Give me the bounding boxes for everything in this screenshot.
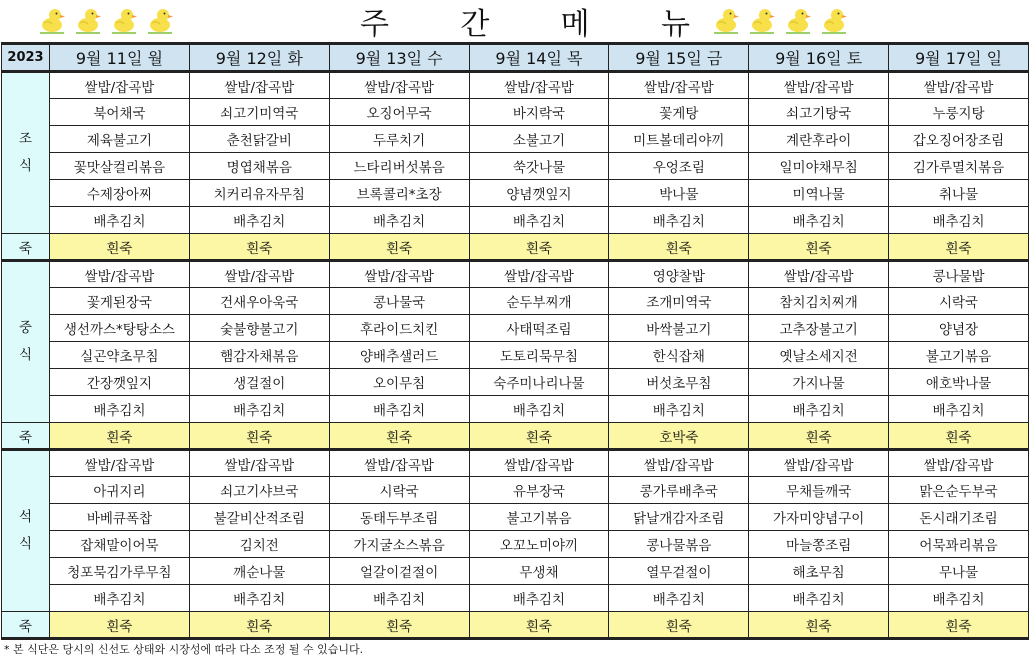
menu-item: 양배추샐러드 <box>329 342 469 369</box>
porridge-item: 흰죽 <box>889 423 1029 450</box>
porridge-item: 흰죽 <box>609 234 749 261</box>
menu-item: 닭날개감자조림 <box>609 504 749 531</box>
menu-item: 쌀밥/잡곡밥 <box>50 450 190 477</box>
duck-icon <box>748 4 776 34</box>
menu-item: 아귀지리 <box>50 477 190 504</box>
porridge-item: 호박죽 <box>609 423 749 450</box>
menu-item: 영양찰밥 <box>609 261 749 288</box>
menu-item: 느타리버섯볶음 <box>329 153 469 180</box>
menu-item: 수제장아찌 <box>50 180 190 207</box>
duck-icon <box>820 4 848 34</box>
menu-item: 생선까스*탕탕소스 <box>50 315 190 342</box>
menu-item: 동태두부조림 <box>329 504 469 531</box>
menu-item: 콩나물볶음 <box>609 531 749 558</box>
porridge-item: 흰죽 <box>329 423 469 450</box>
menu-item: 김치전 <box>189 531 329 558</box>
menu-item: 김가루멸치볶음 <box>889 153 1029 180</box>
title-bar <box>0 0 1030 42</box>
menu-item: 꽃게탕 <box>609 99 749 126</box>
menu-item: 한식잡채 <box>609 342 749 369</box>
porridge-item: 흰죽 <box>889 234 1029 261</box>
menu-item: 취나물 <box>889 180 1029 207</box>
menu-item: 쇠고기미역국 <box>189 99 329 126</box>
menu-item: 일미야채무침 <box>749 153 889 180</box>
menu-item: 배추김치 <box>189 207 329 234</box>
duck-group-right <box>712 4 848 34</box>
porridge-item: 흰죽 <box>50 612 190 639</box>
menu-item: 무채들깨국 <box>749 477 889 504</box>
menu-item: 어묵꽈리볶음 <box>889 531 1029 558</box>
menu-item: 제육불고기 <box>50 126 190 153</box>
menu-item: 시락국 <box>889 288 1029 315</box>
menu-row <box>2 72 1029 99</box>
menu-row <box>2 180 1029 207</box>
menu-item: 미역나물 <box>749 180 889 207</box>
menu-item: 가지굴소스볶음 <box>329 531 469 558</box>
menu-item: 쌀밥/잡곡밥 <box>189 261 329 288</box>
duck-icon <box>712 4 740 34</box>
porridge-item: 흰죽 <box>469 612 609 639</box>
menu-item: 우엉조림 <box>609 153 749 180</box>
porridge-item: 흰죽 <box>50 423 190 450</box>
title-char: 메 <box>560 7 590 42</box>
menu-item: 배추김치 <box>329 396 469 423</box>
menu-item: 춘천닭갈비 <box>189 126 329 153</box>
menu-item: 쌀밥/잡곡밥 <box>50 72 190 99</box>
menu-item: 북어채국 <box>50 99 190 126</box>
menu-row <box>2 342 1029 369</box>
duck-icon <box>146 4 174 34</box>
porridge-item: 흰죽 <box>469 234 609 261</box>
menu-item: 생걸절이 <box>189 369 329 396</box>
menu-item: 얼갈이겉절이 <box>329 558 469 585</box>
menu-item: 불고기볶음 <box>469 504 609 531</box>
menu-item: 배추김치 <box>329 585 469 612</box>
menu-item: 청포묵김가루무침 <box>50 558 190 585</box>
day-header: 9월 17일 일 <box>889 44 1029 72</box>
menu-item: 갑오징어장조림 <box>889 126 1029 153</box>
menu-item: 배추김치 <box>469 207 609 234</box>
menu-row <box>2 504 1029 531</box>
menu-item: 쌀밥/잡곡밥 <box>749 261 889 288</box>
menu-item: 콩나물국 <box>329 288 469 315</box>
footnote: * 본 식단은 당시의 신선도 상태와 시장성에 따라 다소 조정 될 수 있습니다. <box>4 643 364 656</box>
day-header: 9월 16일 토 <box>749 44 889 72</box>
menu-item: 쌀밥/잡곡밥 <box>749 72 889 99</box>
porridge-label: 죽 <box>2 234 50 261</box>
menu-item: 후라이드치킨 <box>329 315 469 342</box>
menu-item: 쌀밥/잡곡밥 <box>329 261 469 288</box>
menu-row <box>2 261 1029 288</box>
menu-item: 쌀밥/잡곡밥 <box>329 72 469 99</box>
menu-row <box>2 153 1029 180</box>
menu-item: 순두부찌개 <box>469 288 609 315</box>
menu-item: 돈시래기조림 <box>889 504 1029 531</box>
title-char: 뉴 <box>660 7 690 42</box>
title-char: 주 <box>360 7 389 42</box>
menu-item: 쇠고기샤브국 <box>189 477 329 504</box>
porridge-item: 흰죽 <box>749 612 889 639</box>
menu-item: 불고기볶음 <box>889 342 1029 369</box>
page-title <box>360 2 690 40</box>
day-header: 9월 13일 수 <box>329 44 469 72</box>
menu-item: 누룽지탕 <box>889 99 1029 126</box>
menu-item: 열무겉절이 <box>609 558 749 585</box>
menu-item: 소불고기 <box>469 126 609 153</box>
menu-item: 쌀밥/잡곡밥 <box>469 72 609 99</box>
menu-row <box>2 477 1029 504</box>
duck-group-left <box>38 4 174 34</box>
day-header: 9월 11일 월 <box>50 44 190 72</box>
menu-item: 양념깻잎지 <box>469 180 609 207</box>
menu-row <box>2 369 1029 396</box>
menu-item: 배추김치 <box>329 207 469 234</box>
porridge-label: 죽 <box>2 423 50 450</box>
duck-icon <box>38 4 66 34</box>
year-cell: 2023 <box>2 44 50 72</box>
porridge-item: 흰죽 <box>189 612 329 639</box>
menu-item: 무생채 <box>469 558 609 585</box>
menu-item: 쌀밥/잡곡밥 <box>469 450 609 477</box>
menu-item: 배추김치 <box>50 396 190 423</box>
porridge-item: 흰죽 <box>329 612 469 639</box>
menu-item: 박나물 <box>609 180 749 207</box>
menu-item: 배추김치 <box>889 207 1029 234</box>
menu-item: 참치김치찌개 <box>749 288 889 315</box>
menu-item: 배추김치 <box>189 585 329 612</box>
menu-item: 배추김치 <box>749 396 889 423</box>
porridge-row <box>2 423 1029 450</box>
porridge-item: 흰죽 <box>50 234 190 261</box>
menu-item: 쌀밥/잡곡밥 <box>189 72 329 99</box>
weekly-menu-table <box>1 42 1029 640</box>
meal-label: 석 식 <box>2 450 50 612</box>
menu-item: 쌀밥/잡곡밥 <box>609 72 749 99</box>
day-header: 9월 12일 화 <box>189 44 329 72</box>
menu-item: 콩가루배추국 <box>609 477 749 504</box>
porridge-item: 흰죽 <box>189 423 329 450</box>
menu-item: 쌀밥/잡곡밥 <box>189 450 329 477</box>
menu-item: 쌀밥/잡곡밥 <box>749 450 889 477</box>
porridge-item: 흰죽 <box>609 612 749 639</box>
menu-item: 꽃게된장국 <box>50 288 190 315</box>
menu-item: 쌀밥/잡곡밥 <box>889 450 1029 477</box>
menu-row <box>2 396 1029 423</box>
menu-item: 배추김치 <box>50 207 190 234</box>
menu-item: 쌀밥/잡곡밥 <box>889 72 1029 99</box>
menu-item: 배추김치 <box>889 396 1029 423</box>
menu-item: 배추김치 <box>889 585 1029 612</box>
menu-item: 배추김치 <box>469 585 609 612</box>
duck-icon <box>110 4 138 34</box>
menu-item: 사태떡조림 <box>469 315 609 342</box>
menu-row <box>2 558 1029 585</box>
porridge-item: 흰죽 <box>469 423 609 450</box>
menu-item: 배추김치 <box>749 585 889 612</box>
title-char: 간 <box>460 7 490 42</box>
menu-item: 맑은순두부국 <box>889 477 1029 504</box>
menu-item: 명엽채볶음 <box>189 153 329 180</box>
menu-item: 실곤약초무침 <box>50 342 190 369</box>
menu-item: 치커리유자무침 <box>189 180 329 207</box>
menu-item: 숯불향불고기 <box>189 315 329 342</box>
porridge-item: 흰죽 <box>329 234 469 261</box>
menu-row <box>2 450 1029 477</box>
porridge-item: 흰죽 <box>749 234 889 261</box>
menu-item: 깨순나물 <box>189 558 329 585</box>
menu-row <box>2 315 1029 342</box>
menu-item: 시락국 <box>329 477 469 504</box>
menu-item: 바지락국 <box>469 99 609 126</box>
porridge-row <box>2 612 1029 639</box>
header-row <box>2 44 1029 72</box>
menu-item: 콩나물밥 <box>889 261 1029 288</box>
menu-item: 두루치기 <box>329 126 469 153</box>
menu-row <box>2 585 1029 612</box>
menu-row <box>2 531 1029 558</box>
menu-item: 오꼬노미야끼 <box>469 531 609 558</box>
menu-item: 도토리묵무침 <box>469 342 609 369</box>
meal-label: 조 식 <box>2 72 50 234</box>
menu-item: 마늘쫑조림 <box>749 531 889 558</box>
menu-row <box>2 99 1029 126</box>
menu-item: 배추김치 <box>749 207 889 234</box>
menu-item: 조개미역국 <box>609 288 749 315</box>
menu-item: 바베큐폭찹 <box>50 504 190 531</box>
menu-item: 해초무침 <box>749 558 889 585</box>
menu-item: 바싹불고기 <box>609 315 749 342</box>
menu-item: 잡채말이어묵 <box>50 531 190 558</box>
day-header: 9월 14일 목 <box>469 44 609 72</box>
menu-item: 햄감자채볶음 <box>189 342 329 369</box>
duck-icon <box>784 4 812 34</box>
day-header: 9월 15일 금 <box>609 44 749 72</box>
menu-item: 쌀밥/잡곡밥 <box>609 450 749 477</box>
menu-row <box>2 207 1029 234</box>
menu-item: 버섯초무침 <box>609 369 749 396</box>
menu-item: 무나물 <box>889 558 1029 585</box>
menu-item: 브록콜리*초장 <box>329 180 469 207</box>
meal-label: 중 식 <box>2 261 50 423</box>
porridge-item: 흰죽 <box>889 612 1029 639</box>
porridge-row <box>2 234 1029 261</box>
menu-item: 배추김치 <box>609 396 749 423</box>
menu-item: 계란후라이 <box>749 126 889 153</box>
menu-item: 배추김치 <box>50 585 190 612</box>
menu-item: 불갈비산적조림 <box>189 504 329 531</box>
menu-row <box>2 126 1029 153</box>
porridge-label: 죽 <box>2 612 50 639</box>
menu-item: 오이무침 <box>329 369 469 396</box>
menu-item: 오징어무국 <box>329 99 469 126</box>
menu-item: 애호박나물 <box>889 369 1029 396</box>
menu-item: 옛날소세지전 <box>749 342 889 369</box>
menu-item: 가지나물 <box>749 369 889 396</box>
menu-item: 고추장불고기 <box>749 315 889 342</box>
menu-item: 간장깻잎지 <box>50 369 190 396</box>
menu-item: 배추김치 <box>189 396 329 423</box>
menu-item: 배추김치 <box>609 207 749 234</box>
menu-item: 양념장 <box>889 315 1029 342</box>
menu-item: 배추김치 <box>609 585 749 612</box>
menu-item: 쇠고기탕국 <box>749 99 889 126</box>
menu-item: 미트볼데리야끼 <box>609 126 749 153</box>
menu-item: 쑥갓나물 <box>469 153 609 180</box>
porridge-item: 흰죽 <box>749 423 889 450</box>
menu-item: 가자미양념구이 <box>749 504 889 531</box>
duck-icon <box>74 4 102 34</box>
menu-item: 숙주미나리나물 <box>469 369 609 396</box>
menu-item: 쌀밥/잡곡밥 <box>469 261 609 288</box>
menu-item: 쌀밥/잡곡밥 <box>329 450 469 477</box>
porridge-item: 흰죽 <box>189 234 329 261</box>
menu-item: 건새우아욱국 <box>189 288 329 315</box>
menu-item: 배추김치 <box>469 396 609 423</box>
menu-item: 쌀밥/잡곡밥 <box>50 261 190 288</box>
menu-item: 꽃맛살컬리볶음 <box>50 153 190 180</box>
menu-item: 유부장국 <box>469 477 609 504</box>
menu-row <box>2 288 1029 315</box>
